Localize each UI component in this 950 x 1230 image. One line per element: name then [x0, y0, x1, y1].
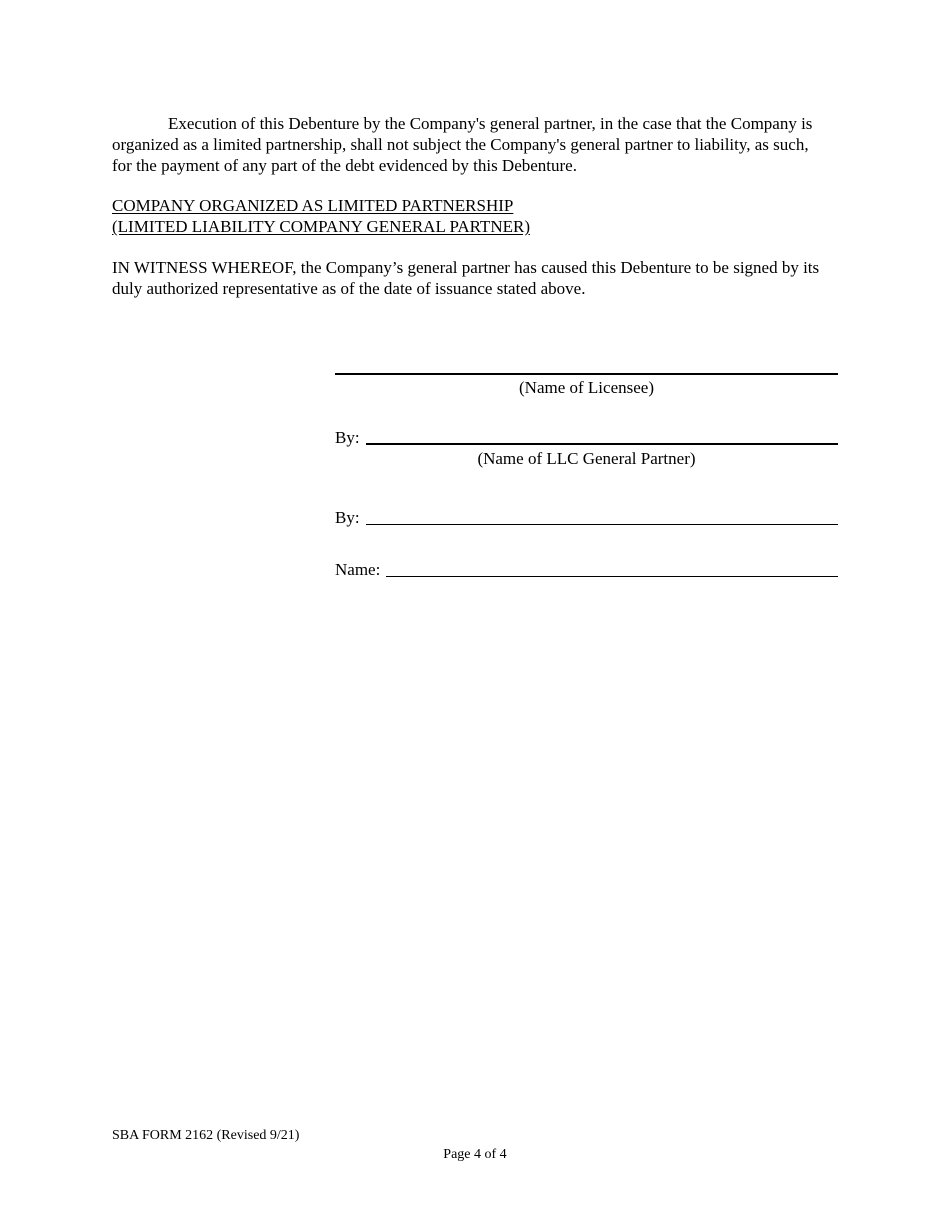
page-number: Page 4 of 4 [443, 1147, 507, 1162]
section-heading [112, 195, 530, 237]
name-field-line[interactable] [386, 576, 838, 577]
representative-signature-line[interactable] [366, 524, 838, 525]
by-label-2: By: [335, 508, 360, 527]
execution-paragraph: Execution of this Debenture by the Company's general partner, in the case that the Company is organized as a limited partnership, shall not subject the Company's general partner to liability, as such, for the payment of any part of the debt evidenced by this Debenture. [112, 114, 813, 175]
llc-partner-signature-line[interactable] [366, 443, 838, 445]
witness-paragraph: IN WITNESS WHEREOF, the Company’s general partner has caused this Debenture to be signed by its duly authorized representative as of the date of issuance stated above. [112, 258, 820, 298]
licensee-caption: (Name of Licensee) [519, 378, 654, 397]
heading-line-2: (LIMITED LIABILITY COMPANY GENERAL PARTNER) [112, 217, 530, 236]
heading-line-1: COMPANY ORGANIZED AS LIMITED PARTNERSHIP [112, 196, 514, 215]
name-row [335, 559, 838, 580]
form-identifier: SBA FORM 2162 (Revised 9/21) [112, 1128, 300, 1143]
name-label: Name: [335, 560, 381, 579]
by-signature-row-2 [335, 507, 838, 528]
by-label-1: By: [335, 428, 360, 447]
licensee-signature-line[interactable] [335, 373, 838, 375]
llc-partner-caption: (Name of LLC General Partner) [477, 449, 696, 468]
by-signature-row-1 [335, 427, 838, 448]
